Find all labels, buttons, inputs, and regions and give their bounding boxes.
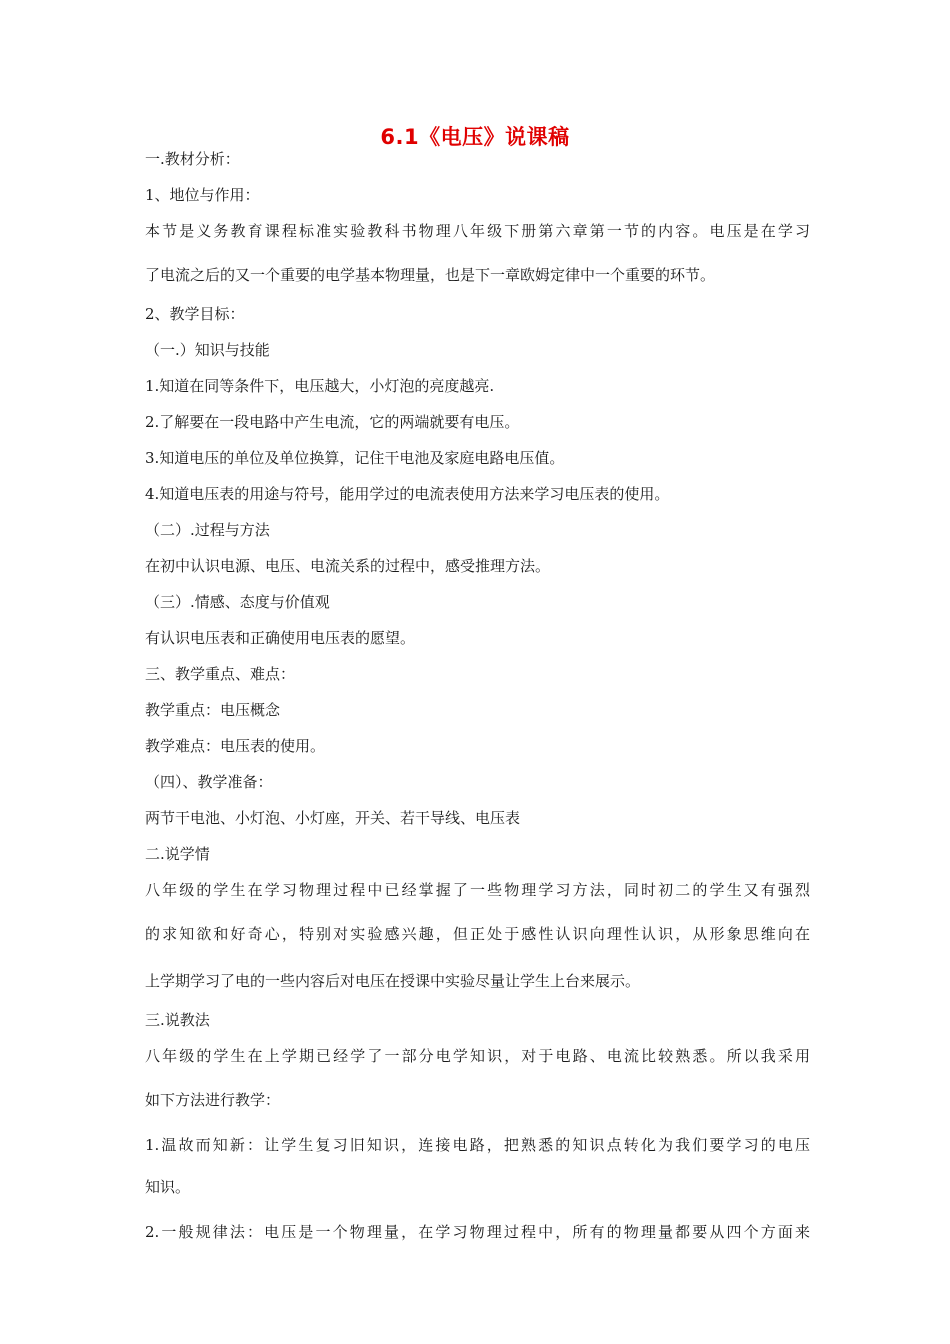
paragraph-line: 教学难点：电压表的使用。 bbox=[145, 737, 326, 755]
paragraph-line: 了电流之后的又一个重要的电学基本物理量，也是下一章欧姆定律中一个重要的环节。 bbox=[145, 266, 716, 284]
subheading-emotion-attitude: （三）.情感、态度与价值观 bbox=[145, 593, 330, 611]
section-heading-student-analysis: 二.说学情 bbox=[145, 845, 210, 863]
paragraph-line: 如下方法进行教学： bbox=[145, 1091, 281, 1109]
subheading-process-method: （二）.过程与方法 bbox=[145, 521, 270, 539]
list-item: 2.了解要在一段电路中产生电流，它的两端就要有电压。 bbox=[145, 413, 520, 431]
document-body bbox=[145, 148, 810, 1255]
paragraph-line: 教学重点：电压概念 bbox=[145, 701, 281, 719]
paragraph-line: 本节是义务教育课程标准实验教科书物理八年级下册第六章第一节的内容。电压是在学习 bbox=[145, 222, 810, 240]
document-title: 6.1《电压》说课稿 bbox=[380, 125, 570, 149]
subheading-position-role: 1、地位与作用： bbox=[145, 186, 260, 204]
list-item: 4.知道电压表的用途与符号，能用学过的电流表使用方法来学习电压表的使用。 bbox=[145, 485, 670, 503]
subheading-knowledge-skills: （一.）知识与技能 bbox=[145, 341, 270, 359]
list-item: 1.温故而知新：让学生复习旧知识，连接电路，把熟悉的知识点转化为我们要学习的电压 bbox=[145, 1136, 810, 1154]
list-item: 1.知道在同等条件下，电压越大，小灯泡的亮度越亮. bbox=[145, 377, 495, 395]
section-heading-teaching-method: 三.说教法 bbox=[145, 1011, 210, 1029]
list-item-continuation: 知识。 bbox=[145, 1178, 191, 1196]
subheading-teaching-goals: 2、教学目标： bbox=[145, 305, 245, 323]
subheading-key-difficult-points: 三、教学重点、难点： bbox=[145, 665, 296, 683]
paragraph-line: 在初中认识电源、电压、电流关系的过程中，感受推理方法。 bbox=[145, 557, 551, 575]
list-item: 2.一般规律法：电压是一个物理量，在学习物理过程中，所有的物理量都要从四个方面来 bbox=[145, 1223, 810, 1241]
paragraph-line: 八年级的学生在学习物理过程中已经掌握了一些物理学习方法，同时初二的学生又有强烈 bbox=[145, 881, 810, 899]
paragraph-line: 有认识电压表和正确使用电压表的愿望。 bbox=[145, 629, 416, 647]
paragraph-line: 上学期学习了电的一些内容后对电压在授课中实验尽量让学生上台来展示。 bbox=[145, 972, 641, 990]
section-heading-textbook-analysis: 一.教材分析： bbox=[145, 150, 240, 168]
subheading-teaching-preparation: （四）、教学准备： bbox=[145, 773, 273, 791]
paragraph-line: 八年级的学生在上学期已经学了一部分电学知识，对于电路、电流比较熟悉。所以我采用 bbox=[145, 1047, 810, 1065]
list-item: 3.知道电压的单位及单位换算，记住干电池及家庭电路电压值。 bbox=[145, 449, 565, 467]
paragraph-line: 两节干电池、小灯泡、小灯座，开关、若干导线、电压表 bbox=[145, 809, 521, 827]
paragraph-line: 的求知欲和好奇心，特别对实验感兴趣，但正处于感性认识向理性认识，从形象思维向在 bbox=[145, 925, 810, 943]
